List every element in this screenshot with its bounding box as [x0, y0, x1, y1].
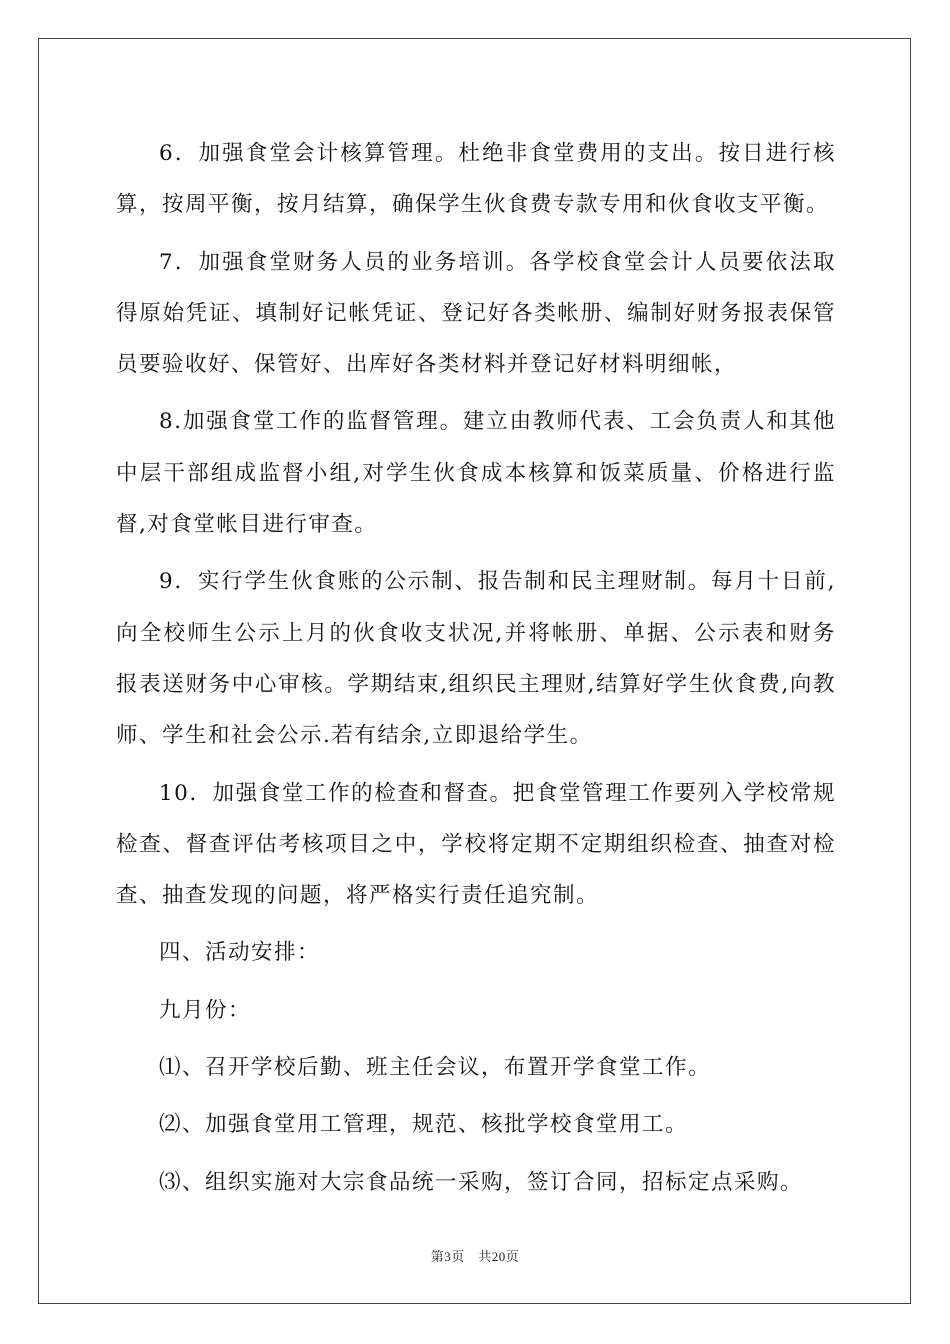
paragraph-6: 6．加强食堂会计核算管理。杜绝非食堂费用的支出。按日进行核算，按周平衡，按月结算，确保学生伙食费专款专用和伙食收支平衡。	[116, 141, 836, 218]
section-heading: 四、活动安排：	[159, 940, 321, 966]
document-body	[116, 128, 836, 1208]
page-number-footer: 第3页 共20页	[430, 1249, 520, 1264]
activity-item-1: ⑴、召开学校后勤、班主任会议，布置开学食堂工作。	[159, 1055, 712, 1081]
paragraph-10: 10．加强食堂工作的检查和督查。把食堂管理工作要列入学校常规检查、督查评估考核项目之中，学校将定期不定期组织检查、抽查对检查、抽查发现的问题，将严格实行责任追究制。	[116, 780, 836, 909]
paragraph-8: 8.加强食堂工作的监督管理。建立由教师代表、工会负责人和其他中层干部组成监督小组,对学生伙食成本核算和饭菜质量、价格进行监督,对食堂帐目进行审查。	[116, 409, 836, 538]
activity-item-3: ⑶、组织实施对大宗食品统一采购，签订合同，招标定点采购。	[159, 1169, 804, 1195]
paragraph-9: 9．实行学生伙食账的公示制、报告制和民主理财制。每月十日前,向全校师生公示上月的伙食收支状况,并将帐册、单据、公示表和财务报表送财务中心审核。学期结束,组织民主理财,结算好学生伙食费,向教师、学生和社会公示.若有结余,立即退给学生。	[116, 569, 836, 749]
paragraph-7: 7．加强食堂财务人员的业务培训。各学校食堂会计人员要依法取得原始凭证、填制好记帐凭证、登记好各类帐册、编制好财务报表保管员要验收好、保管好、出库好各类材料并登记好材料明细帐，	[116, 249, 836, 378]
activity-item-2: ⑵、加强食堂用工管理，规范、核批学校食堂用工。	[159, 1112, 689, 1138]
month-heading: 九月份：	[159, 997, 252, 1023]
